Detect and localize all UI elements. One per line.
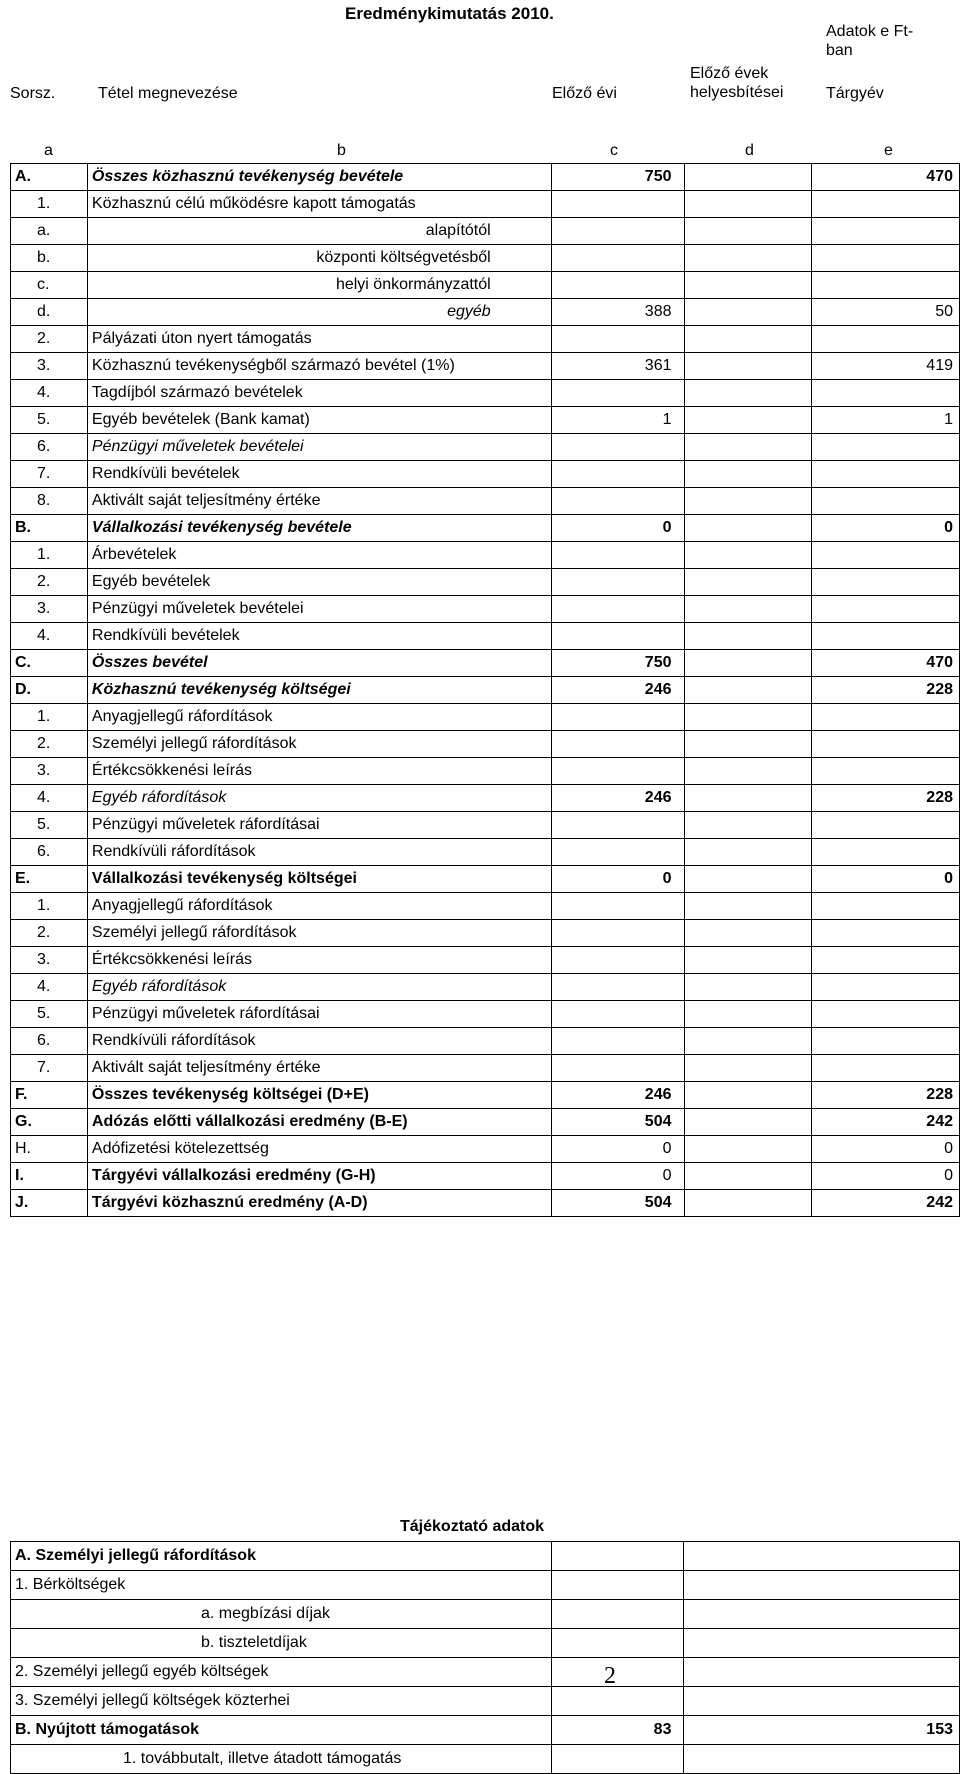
info-current-value	[684, 1687, 960, 1716]
current-year-value: 0	[812, 1163, 960, 1190]
table-row	[11, 839, 960, 866]
current-year-value	[812, 434, 960, 461]
current-year-value	[812, 839, 960, 866]
table-row	[11, 758, 960, 785]
row-number: 4.	[11, 974, 88, 1001]
info-row	[11, 1629, 960, 1658]
table-row	[11, 515, 960, 542]
info-previous-value	[551, 1629, 684, 1658]
info-label: A. Személyi jellegű ráfordítások	[11, 1542, 552, 1571]
info-current-value	[684, 1542, 960, 1571]
row-number: c.	[11, 272, 88, 299]
correction-value	[684, 1055, 812, 1082]
column-letter-b: b	[337, 142, 346, 159]
info-label: 1. Bérköltségek	[11, 1571, 552, 1600]
row-label: Tárgyévi vállalkozási eredmény (G-H)	[87, 1163, 551, 1190]
correction-value	[684, 839, 812, 866]
current-year-value: 242	[812, 1109, 960, 1136]
previous-year-value: 504	[551, 1109, 684, 1136]
row-label: Közhasznú tevékenység költségei	[87, 677, 551, 704]
current-year-value	[812, 893, 960, 920]
row-number: 8.	[11, 488, 88, 515]
row-label: Pénzügyi műveletek ráfordításai	[87, 812, 551, 839]
current-year-value: 228	[812, 1082, 960, 1109]
current-year-value: 419	[812, 353, 960, 380]
row-label: Közhasznú tevékenységből származó bevétel (1%)	[87, 353, 551, 380]
info-previous-value	[551, 1745, 684, 1774]
previous-year-value	[551, 893, 684, 920]
correction-value	[684, 488, 812, 515]
previous-year-value	[551, 812, 684, 839]
row-number: 5.	[11, 407, 88, 434]
info-current-value	[684, 1600, 960, 1629]
previous-year-value: 0	[551, 1136, 684, 1163]
table-row	[11, 569, 960, 596]
current-year-value: 242	[812, 1190, 960, 1217]
info-row	[11, 1600, 960, 1629]
table-row	[11, 1001, 960, 1028]
info-current-value	[684, 1745, 960, 1774]
current-year-value: 0	[812, 866, 960, 893]
row-label: Aktivált saját teljesítmény értéke	[87, 488, 551, 515]
row-label: Tárgyévi közhasznú eredmény (A-D)	[87, 1190, 551, 1217]
income-statement-table	[10, 163, 960, 1217]
row-label: Rendkívüli ráfordítások	[87, 1028, 551, 1055]
correction-value	[684, 812, 812, 839]
row-label: Egyéb ráfordítások	[87, 974, 551, 1001]
previous-year-value: 0	[551, 866, 684, 893]
previous-year-value	[551, 596, 684, 623]
current-year-value: 50	[812, 299, 960, 326]
previous-year-value	[551, 569, 684, 596]
info-previous-value	[551, 1542, 684, 1571]
previous-year-value	[551, 542, 684, 569]
row-label: Pénzügyi műveletek ráfordításai	[87, 1001, 551, 1028]
row-label: Egyéb ráfordítások	[87, 785, 551, 812]
current-year-value: 228	[812, 677, 960, 704]
previous-year-value	[551, 704, 684, 731]
row-number: 4.	[11, 785, 88, 812]
info-previous-value	[551, 1658, 684, 1687]
correction-value	[684, 920, 812, 947]
row-number: 1.	[11, 191, 88, 218]
current-year-value	[812, 542, 960, 569]
previous-year-value	[551, 920, 684, 947]
current-year-value	[812, 218, 960, 245]
table-row	[11, 542, 960, 569]
info-current-value	[684, 1658, 960, 1687]
row-number: 3.	[11, 758, 88, 785]
previous-year-value	[551, 731, 684, 758]
page-number: 2	[604, 1663, 616, 1689]
row-label: egyéb	[87, 299, 551, 326]
previous-year-value	[551, 218, 684, 245]
current-year-value: 0	[812, 515, 960, 542]
row-number: d.	[11, 299, 88, 326]
info-current-value	[684, 1571, 960, 1600]
table-row	[11, 623, 960, 650]
table-row	[11, 407, 960, 434]
info-previous-value: 83	[551, 1716, 684, 1745]
table-row	[11, 866, 960, 893]
row-number: 6.	[11, 1028, 88, 1055]
correction-value	[684, 515, 812, 542]
header-elozo: Előző évi	[552, 85, 617, 102]
current-year-value: 0	[812, 1136, 960, 1163]
previous-year-value	[551, 326, 684, 353]
row-label: Anyagjellegű ráfordítások	[87, 893, 551, 920]
row-label: Egyéb bevételek (Bank kamat)	[87, 407, 551, 434]
correction-value	[684, 1136, 812, 1163]
row-label: Személyi jellegű ráfordítások	[87, 731, 551, 758]
table-row	[11, 1109, 960, 1136]
correction-value	[684, 650, 812, 677]
table-row	[11, 326, 960, 353]
previous-year-value: 504	[551, 1190, 684, 1217]
previous-year-value: 750	[551, 164, 684, 191]
info-row	[11, 1745, 960, 1774]
correction-value	[684, 380, 812, 407]
row-number: 3.	[11, 353, 88, 380]
row-number: 3.	[11, 947, 88, 974]
row-label: Anyagjellegű ráfordítások	[87, 704, 551, 731]
correction-value	[684, 947, 812, 974]
previous-year-value	[551, 461, 684, 488]
row-label: Pénzügyi műveletek bevételei	[87, 596, 551, 623]
correction-value	[684, 704, 812, 731]
current-year-value	[812, 947, 960, 974]
info-table	[10, 1541, 960, 1774]
info-current-value: 153	[684, 1716, 960, 1745]
previous-year-value	[551, 1028, 684, 1055]
table-row	[11, 920, 960, 947]
row-number: H.	[11, 1136, 88, 1163]
column-letter-c: c	[610, 142, 618, 159]
row-number: 1.	[11, 704, 88, 731]
column-letter-a: a	[44, 142, 53, 159]
info-row	[11, 1658, 960, 1687]
column-letter-e: e	[884, 142, 893, 159]
table-row	[11, 785, 960, 812]
correction-value	[684, 191, 812, 218]
header-sorsz: Sorsz.	[10, 85, 56, 102]
row-label: Összes közhasznú tevékenység bevétele	[87, 164, 551, 191]
row-number: 5.	[11, 1001, 88, 1028]
correction-value	[684, 1163, 812, 1190]
row-label: Adófizetési kötelezettség	[87, 1136, 551, 1163]
table-row	[11, 434, 960, 461]
previous-year-value	[551, 974, 684, 1001]
table-row	[11, 1055, 960, 1082]
correction-value	[684, 866, 812, 893]
current-year-value	[812, 272, 960, 299]
info-row	[11, 1571, 960, 1600]
previous-year-value	[551, 488, 684, 515]
correction-value	[684, 461, 812, 488]
info-label: b. tiszteletdíjak	[11, 1629, 552, 1658]
correction-value	[684, 974, 812, 1001]
current-year-value	[812, 1028, 960, 1055]
correction-value	[684, 353, 812, 380]
row-number: 2.	[11, 920, 88, 947]
correction-value	[684, 407, 812, 434]
previous-year-value	[551, 758, 684, 785]
row-number: 1.	[11, 542, 88, 569]
current-year-value	[812, 758, 960, 785]
current-year-value	[812, 812, 960, 839]
info-previous-value	[551, 1687, 684, 1716]
report-title: Eredménykimutatás 2010.	[345, 4, 554, 23]
table-row	[11, 1136, 960, 1163]
row-label: Árbevételek	[87, 542, 551, 569]
row-number: 3.	[11, 596, 88, 623]
row-number: 5.	[11, 812, 88, 839]
previous-year-value	[551, 191, 684, 218]
row-label: Összes tevékenység költségei (D+E)	[87, 1082, 551, 1109]
row-label: Összes bevétel	[87, 650, 551, 677]
table-row	[11, 1190, 960, 1217]
row-label: Rendkívüli ráfordítások	[87, 839, 551, 866]
row-number: 7.	[11, 1055, 88, 1082]
row-label: Közhasznú célú működésre kapott támogatás	[87, 191, 551, 218]
previous-year-value	[551, 1001, 684, 1028]
current-year-value	[812, 1055, 960, 1082]
info-label: 1. továbbutalt, illetve átadott támogatás	[11, 1745, 552, 1774]
row-label: helyi önkormányzattól	[87, 272, 551, 299]
current-year-value	[812, 191, 960, 218]
correction-value	[684, 569, 812, 596]
info-label: 3. Személyi jellegű költségek közterhei	[11, 1687, 552, 1716]
row-label: központi költségvetésből	[87, 245, 551, 272]
correction-value	[684, 1190, 812, 1217]
table-row	[11, 650, 960, 677]
previous-year-value: 0	[551, 515, 684, 542]
table-row	[11, 1163, 960, 1190]
table-row	[11, 488, 960, 515]
correction-value	[684, 1001, 812, 1028]
row-number: b.	[11, 245, 88, 272]
unit-note: Adatok e Ft-ban	[826, 23, 914, 59]
current-year-value	[812, 569, 960, 596]
row-label: alapítótól	[87, 218, 551, 245]
correction-value	[684, 731, 812, 758]
info-title: Tájékoztató adatok	[400, 1518, 545, 1535]
info-label: a. megbízási díjak	[11, 1600, 552, 1629]
current-year-value	[812, 974, 960, 1001]
correction-value	[684, 596, 812, 623]
row-number: 2.	[11, 326, 88, 353]
row-label: Rendkívüli bevételek	[87, 623, 551, 650]
row-label: Értékcsökkenési leírás	[87, 758, 551, 785]
row-number: 2.	[11, 731, 88, 758]
header-tetel: Tétel megnevezése	[98, 85, 238, 102]
header-helyesbitesei: Előző évek helyesbítései	[690, 65, 784, 101]
table-row	[11, 1028, 960, 1055]
table-row	[11, 812, 960, 839]
current-year-value	[812, 920, 960, 947]
row-label: Tagdíjból származó bevételek	[87, 380, 551, 407]
correction-value	[684, 164, 812, 191]
table-row	[11, 596, 960, 623]
row-label: Pályázati úton nyert támogatás	[87, 326, 551, 353]
row-number: D.	[11, 677, 88, 704]
correction-value	[684, 758, 812, 785]
previous-year-value	[551, 272, 684, 299]
row-number: F.	[11, 1082, 88, 1109]
row-number: 6.	[11, 434, 88, 461]
table-row	[11, 461, 960, 488]
current-year-value	[812, 245, 960, 272]
current-year-value	[812, 461, 960, 488]
row-number: B.	[11, 515, 88, 542]
info-previous-value	[551, 1571, 684, 1600]
row-label: Aktivált saját teljesítmény értéke	[87, 1055, 551, 1082]
correction-value	[684, 623, 812, 650]
row-number: 4.	[11, 623, 88, 650]
table-row	[11, 974, 960, 1001]
previous-year-value: 361	[551, 353, 684, 380]
table-row	[11, 1082, 960, 1109]
previous-year-value: 246	[551, 677, 684, 704]
correction-value	[684, 1082, 812, 1109]
table-row	[11, 380, 960, 407]
row-number: 6.	[11, 839, 88, 866]
row-number: J.	[11, 1190, 88, 1217]
row-number: G.	[11, 1109, 88, 1136]
header-targyev: Tárgyév	[826, 85, 884, 102]
correction-value	[684, 299, 812, 326]
info-row	[11, 1542, 960, 1571]
correction-value	[684, 218, 812, 245]
row-number: 1.	[11, 893, 88, 920]
row-number: A.	[11, 164, 88, 191]
correction-value	[684, 326, 812, 353]
previous-year-value: 246	[551, 785, 684, 812]
current-year-value: 1	[812, 407, 960, 434]
table-row	[11, 893, 960, 920]
row-number: 2.	[11, 569, 88, 596]
row-label: Vállalkozási tevékenység költségei	[87, 866, 551, 893]
table-row	[11, 299, 960, 326]
info-label: 2. Személyi jellegű egyéb költségek	[11, 1658, 552, 1687]
row-number: C.	[11, 650, 88, 677]
previous-year-value	[551, 839, 684, 866]
table-row	[11, 164, 960, 191]
column-letter-d: d	[745, 142, 754, 159]
current-year-value	[812, 731, 960, 758]
current-year-value: 228	[812, 785, 960, 812]
previous-year-value	[551, 1055, 684, 1082]
current-year-value	[812, 623, 960, 650]
correction-value	[684, 434, 812, 461]
table-row	[11, 272, 960, 299]
previous-year-value: 246	[551, 1082, 684, 1109]
row-number: E.	[11, 866, 88, 893]
previous-year-value: 0	[551, 1163, 684, 1190]
previous-year-value: 1	[551, 407, 684, 434]
previous-year-value: 388	[551, 299, 684, 326]
table-row	[11, 731, 960, 758]
table-row	[11, 947, 960, 974]
previous-year-value	[551, 434, 684, 461]
current-year-value	[812, 326, 960, 353]
previous-year-value: 750	[551, 650, 684, 677]
table-row	[11, 218, 960, 245]
correction-value	[684, 1028, 812, 1055]
previous-year-value	[551, 380, 684, 407]
info-label: B. Nyújtott támogatások	[11, 1716, 552, 1745]
row-label: Értékcsökkenési leírás	[87, 947, 551, 974]
row-number: 4.	[11, 380, 88, 407]
previous-year-value	[551, 245, 684, 272]
correction-value	[684, 677, 812, 704]
row-number: I.	[11, 1163, 88, 1190]
info-row	[11, 1687, 960, 1716]
correction-value	[684, 785, 812, 812]
table-row	[11, 191, 960, 218]
row-label: Vállalkozási tevékenység bevétele	[87, 515, 551, 542]
current-year-value: 470	[812, 650, 960, 677]
current-year-value	[812, 704, 960, 731]
info-current-value	[684, 1629, 960, 1658]
row-label: Egyéb bevételek	[87, 569, 551, 596]
table-row	[11, 245, 960, 272]
current-year-value	[812, 488, 960, 515]
current-year-value	[812, 380, 960, 407]
info-previous-value	[551, 1600, 684, 1629]
current-year-value	[812, 596, 960, 623]
info-row	[11, 1716, 960, 1745]
current-year-value	[812, 1001, 960, 1028]
table-row	[11, 677, 960, 704]
row-label: Adózás előtti vállalkozási eredmény (B-E)	[87, 1109, 551, 1136]
correction-value	[684, 1109, 812, 1136]
correction-value	[684, 893, 812, 920]
correction-value	[684, 542, 812, 569]
row-label: Pénzügyi műveletek bevételei	[87, 434, 551, 461]
row-label: Személyi jellegű ráfordítások	[87, 920, 551, 947]
row-label: Rendkívüli bevételek	[87, 461, 551, 488]
correction-value	[684, 272, 812, 299]
correction-value	[684, 245, 812, 272]
table-row	[11, 353, 960, 380]
row-number: a.	[11, 218, 88, 245]
previous-year-value	[551, 623, 684, 650]
previous-year-value	[551, 947, 684, 974]
row-number: 7.	[11, 461, 88, 488]
current-year-value: 470	[812, 164, 960, 191]
table-row	[11, 704, 960, 731]
